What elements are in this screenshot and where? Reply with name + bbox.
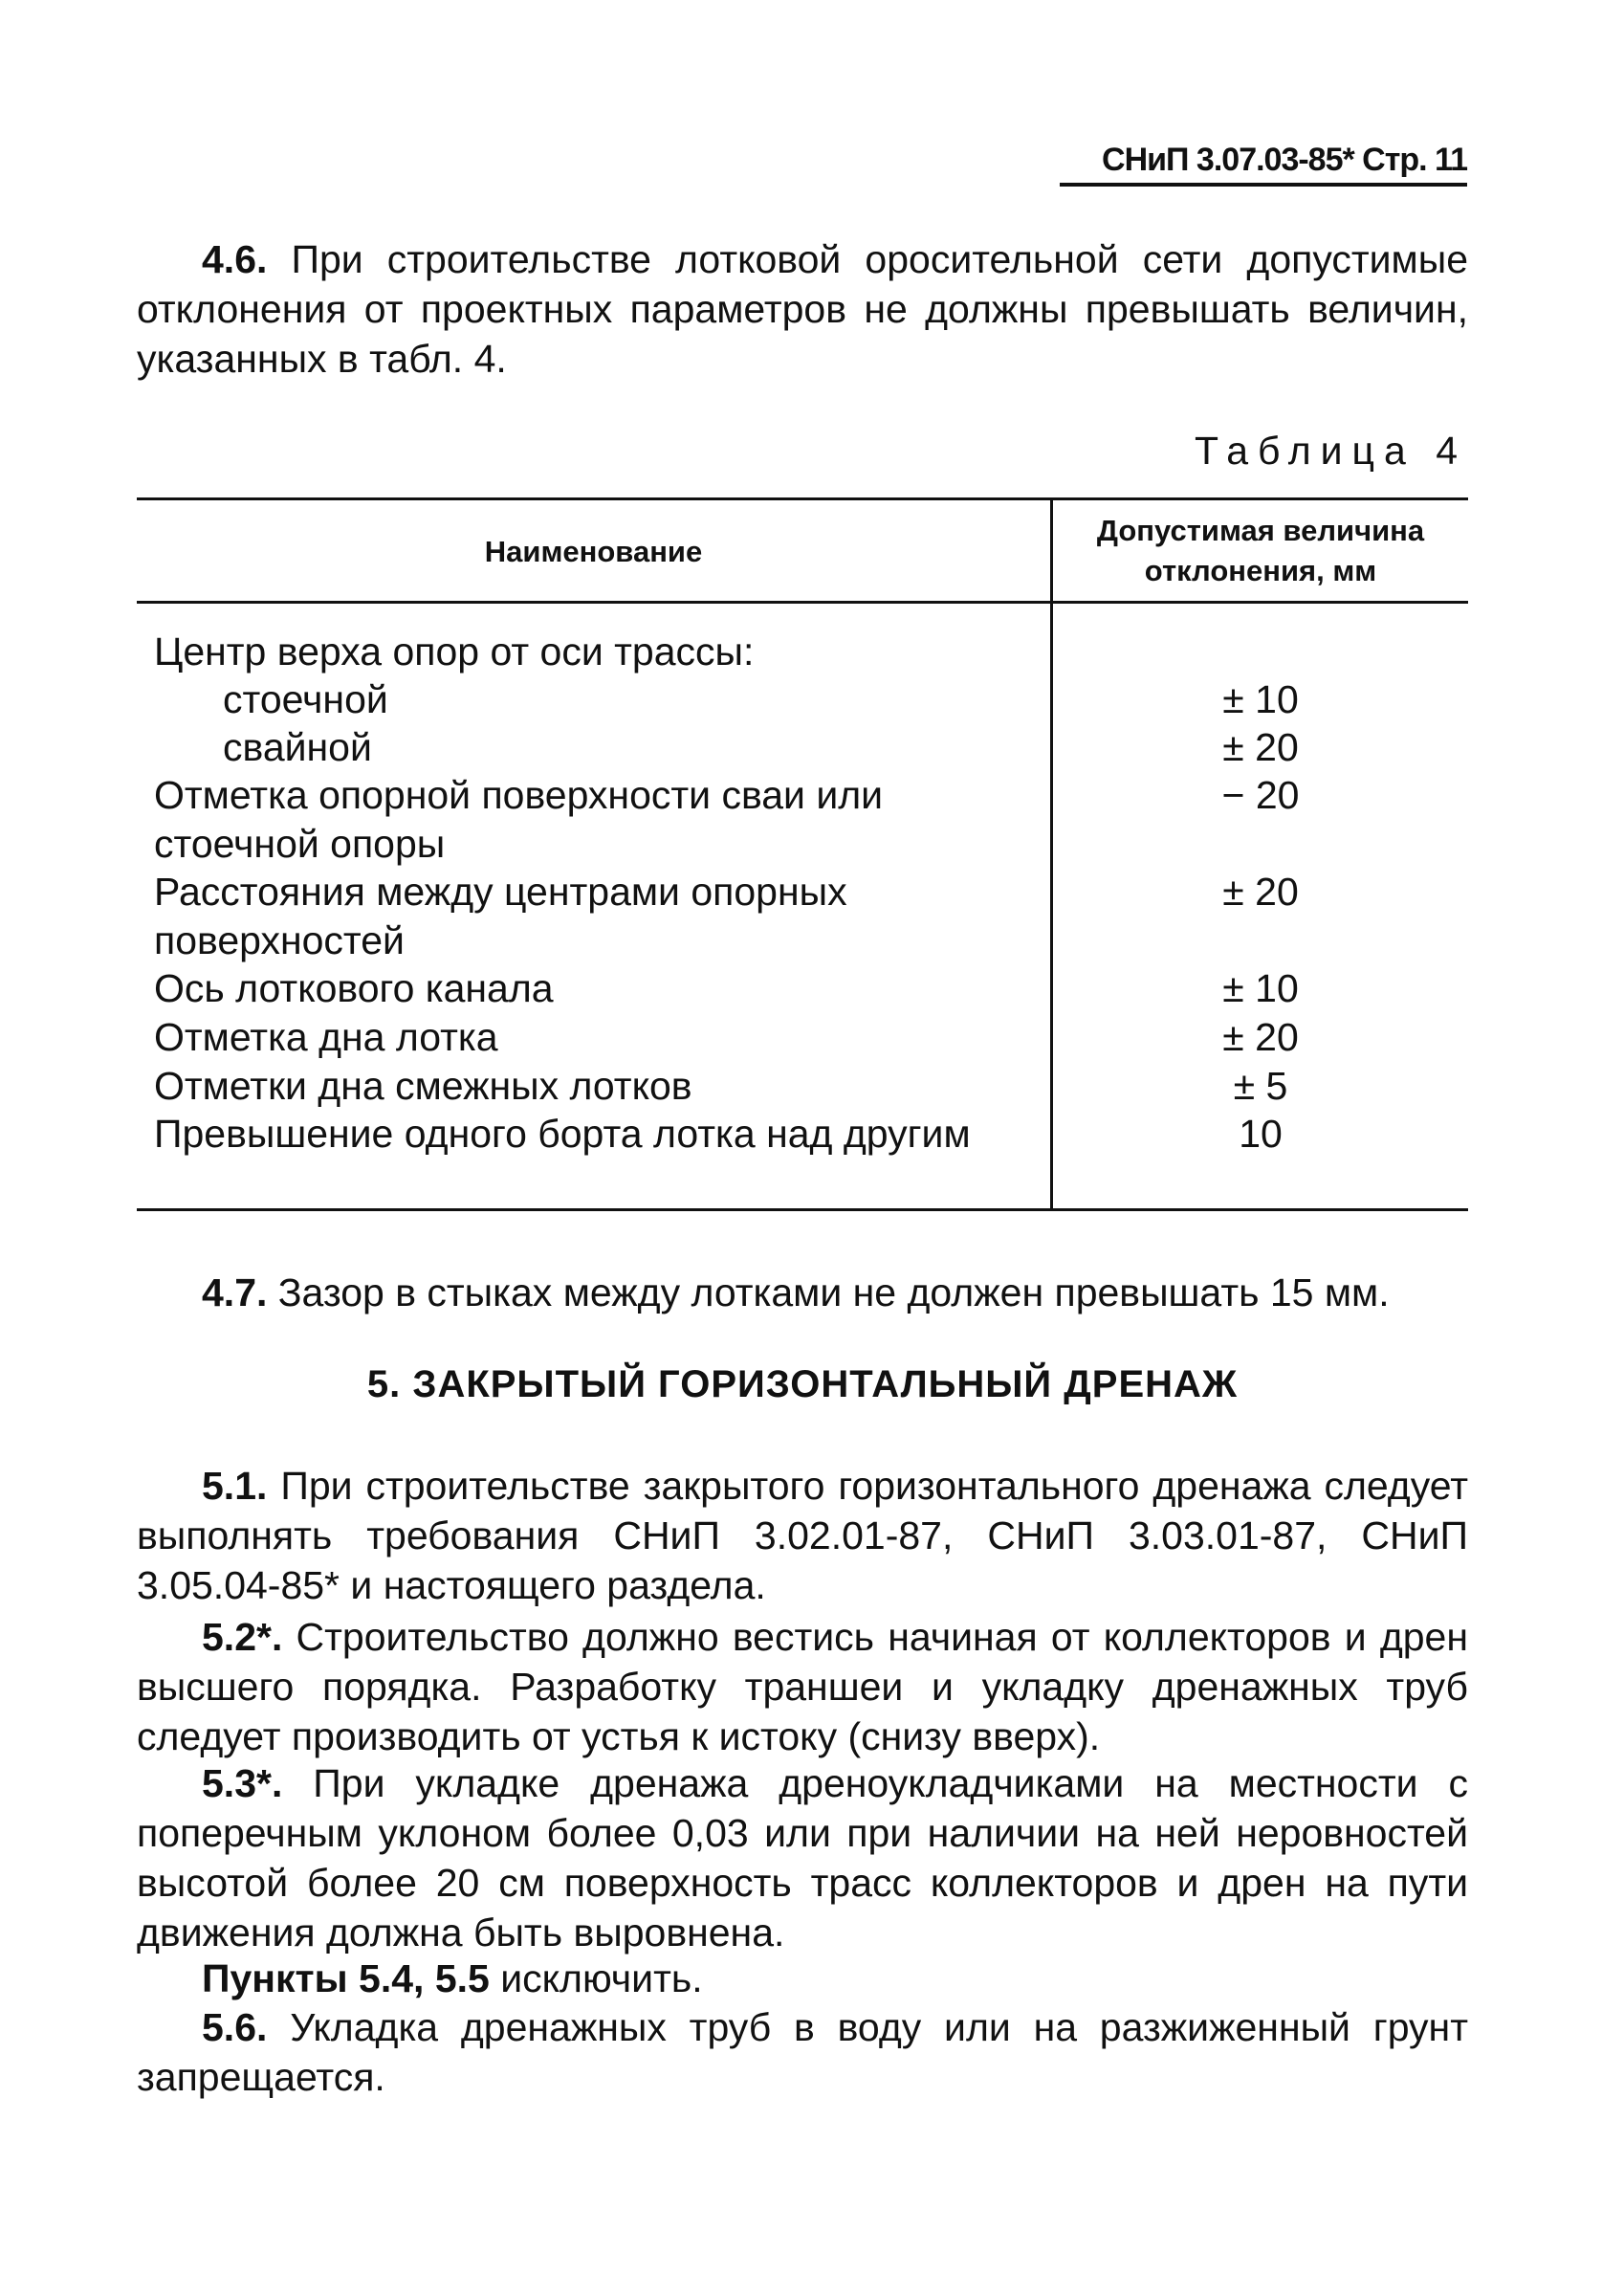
- paragraph-5-2: [137, 1612, 1468, 1761]
- table-header-rule: [137, 601, 1468, 604]
- table-row-name: Центр верха опор от оси трассы:: [154, 629, 755, 674]
- table-top-rule: [137, 497, 1468, 500]
- paragraph-text: Строительство должно вестись начиная от коллекторов и дрен высшего порядка. Разработку траншеи и укладку дренажных труб следует производить от устья к истоку (снизу вверх).: [137, 1615, 1468, 1758]
- table-row-value: ± 20: [1222, 725, 1299, 769]
- paragraph-5-4-5-5: [137, 1954, 1468, 2003]
- deviation-table: [137, 497, 1468, 1211]
- paragraph-number: 4.6.: [202, 237, 268, 281]
- paragraph-number: 5.3*.: [202, 1761, 283, 1805]
- paragraph-number: 5.2*.: [202, 1615, 283, 1659]
- table-row-name: Ось лоткового канала: [154, 966, 554, 1010]
- table-row-name: Расстояния между центрами опорных поверхностей: [154, 870, 847, 962]
- paragraph-text: Зазор в стыках между лотками не должен превышать 15 мм.: [277, 1270, 1390, 1314]
- table-label: Таблица 4: [1195, 429, 1467, 473]
- page-header: СНиП 3.07.03-85* Стр. 11: [1060, 142, 1467, 187]
- paragraph-number: 4.7.: [202, 1270, 268, 1314]
- paragraph-number: Пункты 5.4, 5.5: [202, 1956, 490, 2000]
- table-row-name: стоечной: [223, 677, 388, 721]
- paragraph-number: 5.1.: [202, 1464, 268, 1508]
- table-row-value: ± 5: [1233, 1064, 1288, 1108]
- paragraph-text: исключить.: [500, 1956, 703, 2000]
- table-row-name: Превышение одного борта лотка над другим: [154, 1112, 971, 1156]
- table-row-name: Отметка опорной поверхности сваи или стоечной опоры: [154, 773, 884, 866]
- table-row-value: ± 20: [1222, 870, 1299, 914]
- paragraph-text: Укладка дренажных труб в воду или на разжиженный грунт запрещается.: [137, 2005, 1468, 2099]
- paragraph-number: 5.6.: [202, 2005, 268, 2049]
- paragraph-text: При укладке дренажа дреноукладчиками на местности с поперечным уклоном более 0,03 или при наличии на ней неровностей высотой более 20 см поверхность трасс коллекторов и дрен на пути движения должна быть выровнена.: [137, 1761, 1468, 1955]
- paragraph-4-6: [137, 234, 1468, 384]
- paragraph-5-6: [137, 2002, 1468, 2102]
- table-row-value: ± 20: [1222, 1015, 1299, 1059]
- table-row-name: Отметки дна смежных лотков: [154, 1064, 692, 1108]
- paragraph-text: При строительстве лотковой оросительной сети допустимые отклонения от проектных параметров не должны превышать величин, указанных в табл. 4.: [137, 237, 1468, 381]
- table-row-name: свайной: [223, 725, 372, 769]
- column-header-value: Допустимая величина отклонения, мм: [1096, 514, 1425, 587]
- table-row-name: Отметка дна лотка: [154, 1015, 498, 1059]
- column-header-name: Наименование: [484, 535, 703, 568]
- paragraph-4-7: [137, 1268, 1468, 1317]
- paragraph-text: При строительстве закрытого горизонтального дренажа следует выполнять требования СНиП 3.02.01-87, СНиП 3.03.01-87, СНиП 3.05.04-85* и настоящего раздела.: [137, 1464, 1468, 1607]
- table-row-value: ± 10: [1222, 966, 1299, 1010]
- table-row-value: ± 10: [1222, 677, 1299, 721]
- table-row-value: − 20: [1221, 773, 1300, 817]
- table-row-value: 10: [1239, 1112, 1283, 1156]
- table-bottom-rule: [137, 1208, 1468, 1211]
- section-heading: 5. ЗАКРЫТЫЙ ГОРИЗОНТАЛЬНЫЙ ДРЕНАЖ: [366, 1363, 1239, 1405]
- paragraph-5-3: [137, 1758, 1468, 1957]
- paragraph-5-1: [137, 1461, 1468, 1610]
